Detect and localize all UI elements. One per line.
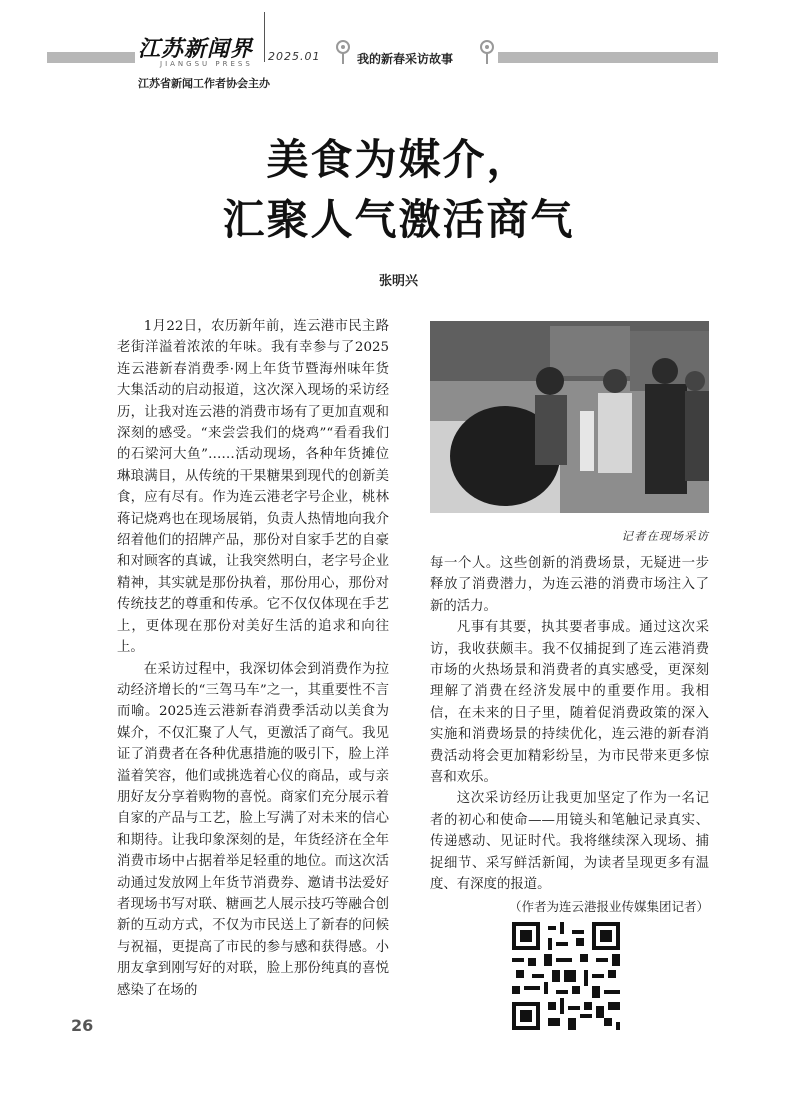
masthead-divider xyxy=(264,12,265,62)
magazine-logo-subtitle: JIANGSU PRESS xyxy=(160,60,253,68)
author-byline: （作者为连云港报业传媒集团记者） xyxy=(508,899,709,914)
page-number: 26 xyxy=(71,1016,94,1035)
article-title-line2: 汇聚人气激活商气 xyxy=(222,195,575,244)
section-title: 我的新春采访故事 xyxy=(357,52,454,66)
masthead-bar-left xyxy=(47,52,135,63)
article-body-right xyxy=(430,553,709,896)
issue-number: 2025.01 xyxy=(268,50,321,63)
qr-code xyxy=(512,922,620,1030)
paragraph: 每一个人。这些创新的消费场景，无疑进一步释放了消费潜力，为连云港的消费市场注入了新的活力。 xyxy=(430,556,709,614)
masthead-bar-right xyxy=(498,52,718,63)
article-author: 张明兴 xyxy=(378,274,418,289)
pin-icon-right xyxy=(480,40,494,66)
article-title-line1: 美食为媒介， xyxy=(266,135,531,184)
paragraph: 在采访过程中，我深切体会到消费作为拉动经济增长的“三驾马车”之一，其重要性不言而喻。2025连云港新春消费季活动以美食为媒介，不仅汇聚了人气，更激活了商气。我见证了消费者在各种优惠措施的吸引下，脸上洋溢着笑容，他们或挑选着心仪的商品，或与亲朋好友分享着购物的喜悦。商家们充分展示着自家的产品与工艺，脸上写满了对未来的信心和期待。让我印象深刻的是，年货经济在全年消费市场中占据着举足轻重的地位。而这次活动通过发放网上年货节消费券、邀请书法爱好者现场书写对联、糖画艺人展示技巧等融合创新的互动方式，不仅为市民送上了新春的问候与祝福，更提高了市民的参与感和获得感。小朋友拿到刚写好的对联，脸上那份纯真的喜悦感染了在场的 xyxy=(117,661,389,998)
paragraph: 这次采访经历让我更加坚定了作为一名记者的初心和使命——用镜头和笔触记录真实、传递感动、见证时代。我将继续深入现场、捕捉细节、采写鲜活新闻，为读者呈现更多有温度、有深度的报道。 xyxy=(430,791,709,893)
article-body-left xyxy=(117,316,389,1001)
photo-caption: 记者在现场采访 xyxy=(621,529,709,543)
paragraph: 1月22日，农历新年前，连云港市民主路老街洋溢着浓浓的年味。我有幸参与了2025连云港新春消费季·网上年货节暨海州味年货大集活动的启动报道，这次深入现场的采访经历，让我对连云港的消费市场有了更加直观和深刻的感受。“来尝尝我们的烧鸡”“看看我们的石梁河大鱼”……活动现场，各种年货摊位琳琅满目，从传统的干果糖果到现代的创新美食，应有尽有。作为连云港老字号企业，桃林蒋记烧鸡也在现场展销，负责人热情地向我介绍着他们的招牌产品，那份对自家手艺的自豪和对顾客的真诚，让我突然明白，老字号企业精神，其实就是那份执着，那份用心，那份对传统技艺的尊重和传承。它不仅仅体现在手艺上，更体现在那份对美好生活的追求和向往上。 xyxy=(117,319,389,656)
magazine-logo: 江苏新闻界 xyxy=(138,37,254,62)
pin-icon-left xyxy=(336,40,350,66)
reporter-interview-photo xyxy=(430,321,709,513)
paragraph: 凡事有其要，执其要者事成。通过这次采访，我收获颇丰。我不仅捕捉到了连云港消费市场的火热场景和消费者的真实感受，更深刻理解了消费在经济发展中的重要作用。我相信，在未来的日子里，随着促消费政策的深入实施和消费场景的持续优化，连云港的新春消费活动将会更加精彩纷呈，为市民带来更多惊喜和欢乐。 xyxy=(430,620,709,786)
organizer-label: 江苏省新闻工作者协会主办 xyxy=(138,77,270,90)
